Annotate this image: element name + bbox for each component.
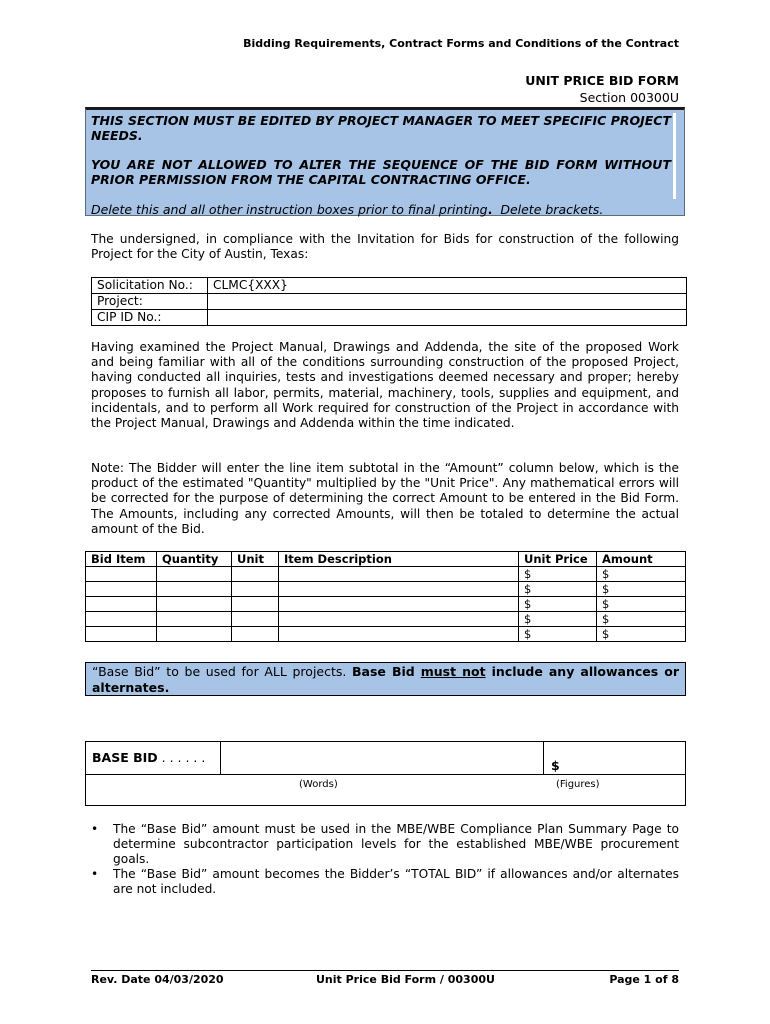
unit-price-cell[interactable]: $ <box>519 597 597 612</box>
col-quantity: Quantity <box>157 552 232 567</box>
col-bid-item: Bid Item <box>86 552 157 567</box>
unit-price-cell[interactable]: $ <box>519 567 597 582</box>
bullet-text: The “Base Bid” amount must be used in the MBE/WBE Compliance Plan Summary Page to determine subcontractor participation levels for the established MBE/WBE procurement goals. <box>113 822 679 866</box>
quantity-cell[interactable] <box>157 627 232 642</box>
description-cell[interactable] <box>279 597 519 612</box>
unit-cell[interactable] <box>232 612 279 627</box>
unit-cell[interactable] <box>232 597 279 612</box>
section-number: Section 00300U <box>579 90 679 105</box>
footer-form-name: Unit Price Bid Form / 00300U <box>316 973 495 986</box>
base-bid-label-bold: BASE BID <box>92 750 158 765</box>
instruction-delete-brackets: Delete brackets. <box>500 202 604 217</box>
quantity-cell[interactable] <box>157 582 232 597</box>
solicitation-table <box>91 277 687 326</box>
intro-paragraph: The undersigned, in compliance with the Invitation for Bids for construction of the following Project for the City of Austin, Texas: <box>91 232 679 262</box>
project-value[interactable] <box>208 294 687 310</box>
base-bid-note <box>85 662 686 696</box>
unit-cell[interactable] <box>232 627 279 642</box>
unit-cell[interactable] <box>232 582 279 597</box>
col-amount: Amount <box>597 552 686 567</box>
table-header-row <box>86 552 686 567</box>
table-row <box>92 294 687 310</box>
base-bid-figures-field[interactable]: $ <box>551 758 560 773</box>
bid-item-cell[interactable] <box>86 627 157 642</box>
table-row <box>92 278 687 294</box>
note-paragraph: Note: The Bidder will enter the line item subtotal in the “Amount” column below, which is the product of the estimated "Quantity" multiplied by the "Unit Price". Any mathematical errors will be corrected for the purpose of determining the correct Amount to be entered in the Bid Form. The Amounts, including any corrected Amounts, will then be totaled to determine the actual amount of the Bid. <box>91 461 679 536</box>
col-unit-price: Unit Price <box>519 552 597 567</box>
instruction-line-1: THIS SECTION MUST BE EDITED BY PROJECT MANAGER TO MEET SPECIFIC PROJECT NEEDS. <box>91 113 671 143</box>
solicitation-value[interactable]: CLMC{XXX} <box>208 278 687 294</box>
bullet-glyph: • <box>91 822 99 836</box>
description-cell[interactable] <box>279 612 519 627</box>
proposal-paragraph: Having examined the Project Manual, Drawings and Addenda, the site of the proposed Work and being familiar with all of the conditions surrounding construction of the proposed Project, having conducted all inquiries, tests and investigations deemed necessary and proper; hereby proposes to furnish all labor, permits, material, machinery, tools, supplies and equipment, and incidentals, and to perform all Work required for construction of the Project in accordance with the Project Manual, Drawings and Addenda within the time indicated. <box>91 340 679 431</box>
bullet-glyph: • <box>91 867 99 881</box>
unit-price-cell[interactable]: $ <box>519 582 597 597</box>
quantity-cell[interactable] <box>157 597 232 612</box>
cip-id-value[interactable] <box>208 310 687 326</box>
form-title: UNIT PRICE BID FORM <box>525 73 679 88</box>
note-tail: include any allowances or alternates. <box>92 664 679 695</box>
instruction-box <box>85 107 685 216</box>
amount-cell[interactable]: $ <box>597 582 686 597</box>
bullet-text: The “Base Bid” amount becomes the Bidder’s “TOTAL BID” if allowances and/or alternates are not included. <box>113 867 679 896</box>
description-cell[interactable] <box>279 567 519 582</box>
bid-item-cell[interactable] <box>86 612 157 627</box>
unit-price-cell[interactable]: $ <box>519 612 597 627</box>
footer-rule <box>91 970 679 971</box>
description-cell[interactable] <box>279 627 519 642</box>
footer-page-number: Page 1 of 8 <box>609 973 679 986</box>
table-row <box>86 612 686 627</box>
quantity-cell[interactable] <box>157 612 232 627</box>
table-row <box>86 582 686 597</box>
quantity-cell[interactable] <box>157 567 232 582</box>
table-row <box>86 597 686 612</box>
bid-item-cell[interactable] <box>86 567 157 582</box>
bid-item-cell[interactable] <box>86 582 157 597</box>
bid-items-table <box>85 551 686 642</box>
note-text: “Base Bid” to be used for ALL projects. <box>92 664 353 679</box>
note-must-not: must not <box>420 664 486 679</box>
base-bid-box <box>85 741 686 806</box>
words-caption: (Words) <box>299 779 338 790</box>
figures-caption: (Figures) <box>556 779 600 790</box>
amount-cell[interactable]: $ <box>597 612 686 627</box>
base-bid-dots: . . . . . . <box>157 750 206 765</box>
unit-cell[interactable] <box>232 567 279 582</box>
table-row <box>86 627 686 642</box>
list-item <box>91 867 679 897</box>
note-base-bid: Base Bid <box>352 664 421 679</box>
amount-cell[interactable]: $ <box>597 597 686 612</box>
solicitation-label: Solicitation No.: <box>92 278 208 294</box>
col-unit: Unit <box>232 552 279 567</box>
base-bid-label <box>92 750 205 765</box>
amount-cell[interactable]: $ <box>597 627 686 642</box>
instruction-delete-text: Delete this and all other instruction boxes prior to final printing <box>91 202 488 217</box>
running-header: Bidding Requirements, Contract Forms and Conditions of the Contract <box>243 37 679 50</box>
cip-id-label: CIP ID No.: <box>92 310 208 326</box>
project-label: Project: <box>92 294 208 310</box>
col-item-description: Item Description <box>279 552 519 567</box>
instruction-line-2: YOU ARE NOT ALLOWED TO ALTER THE SEQUENCE OF THE BID FORM WITHOUT PRIOR PERMISSION FROM THE CAPITAL CONTRACTING OFFICE. <box>91 157 671 187</box>
instruction-line-3 <box>91 202 671 217</box>
instruction-period: . <box>487 202 493 217</box>
table-row <box>86 567 686 582</box>
unit-price-cell[interactable]: $ <box>519 627 597 642</box>
bid-item-cell[interactable] <box>86 597 157 612</box>
bullet-list <box>91 822 679 897</box>
table-row <box>92 310 687 326</box>
list-item <box>91 822 679 867</box>
amount-cell[interactable]: $ <box>597 567 686 582</box>
footer-rev-date: Rev. Date 04/03/2020 <box>91 973 224 986</box>
description-cell[interactable] <box>279 582 519 597</box>
